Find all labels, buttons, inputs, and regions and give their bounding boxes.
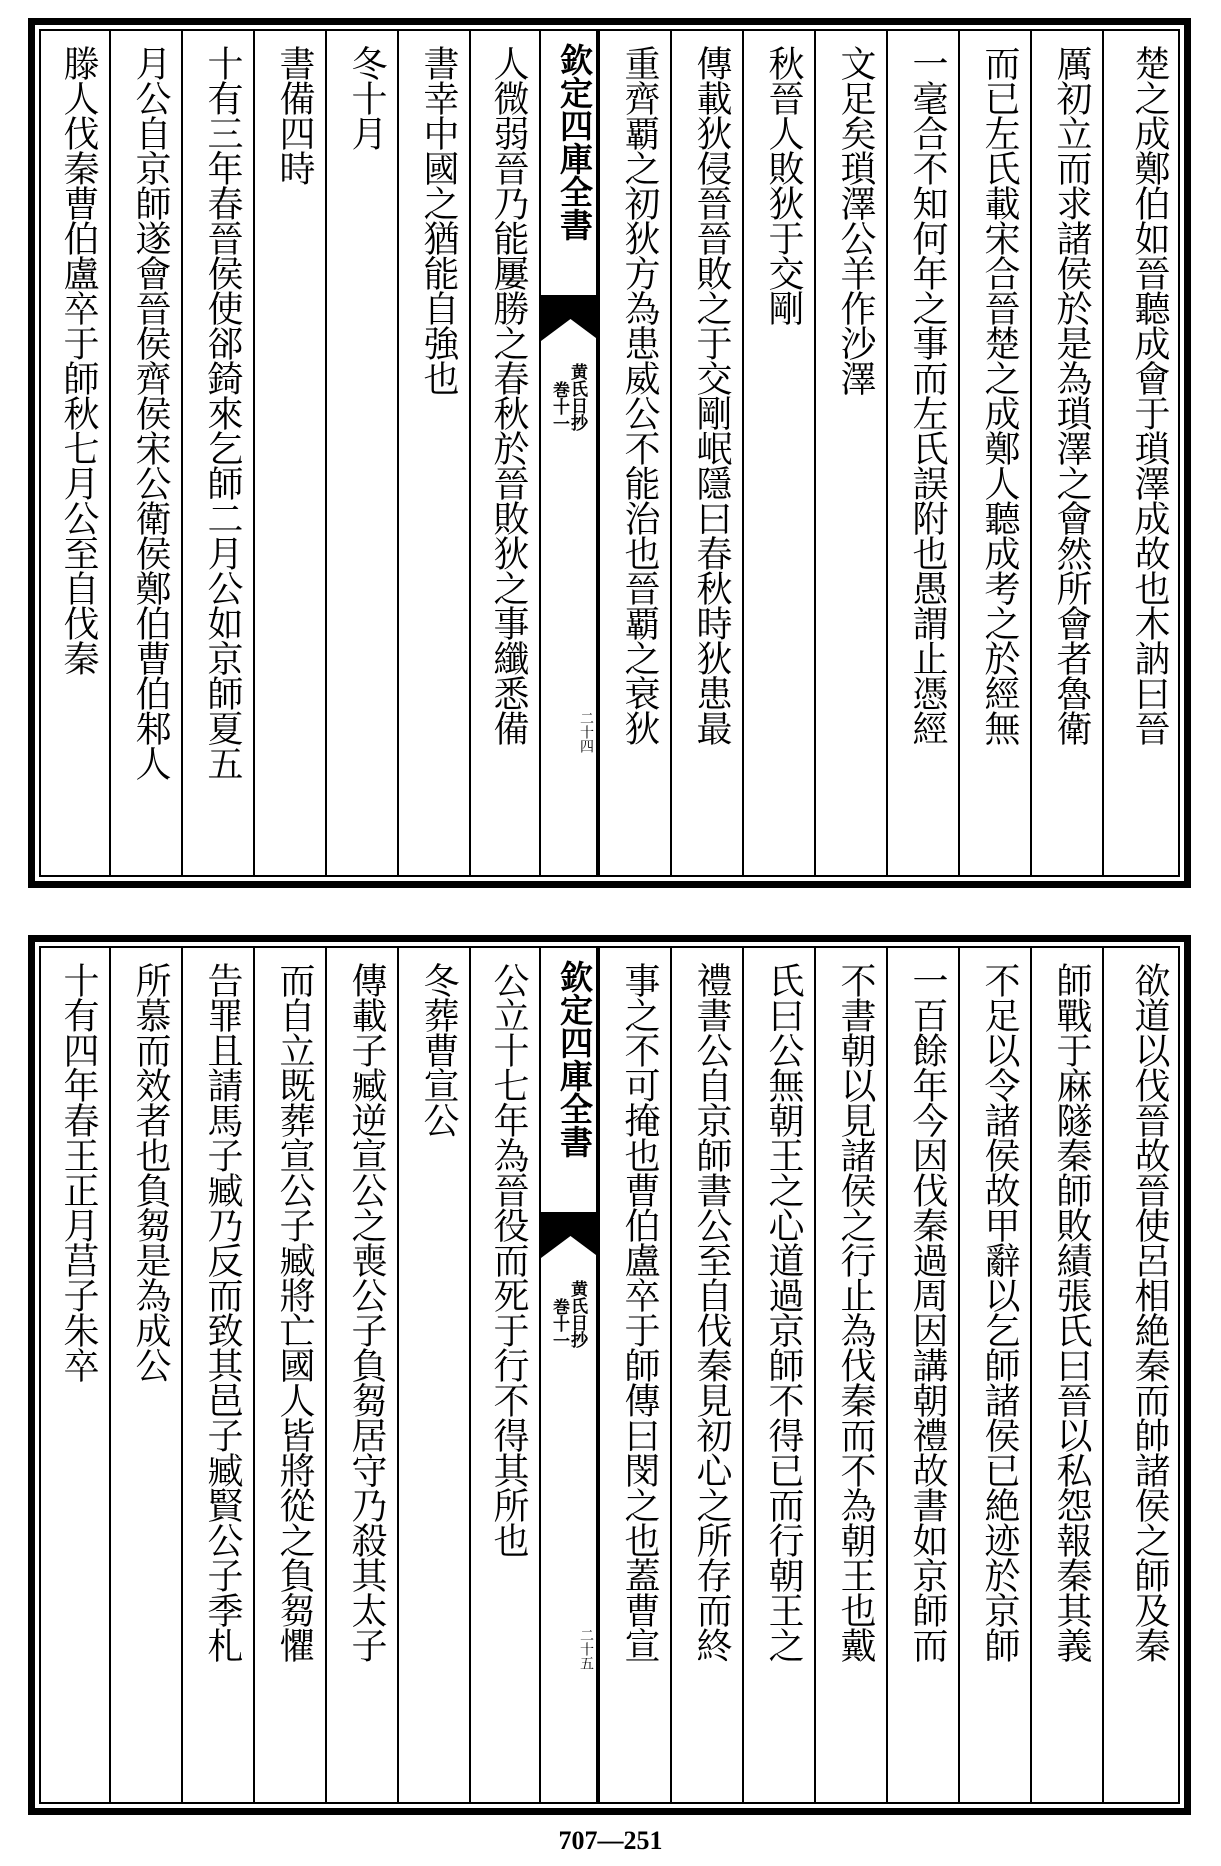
text-column: [109, 31, 181, 875]
text-column: [181, 31, 253, 875]
column-text: 事之不可掩也曹伯盧卒于師傳曰閔之也蓋曹宣: [619, 962, 660, 1662]
book-title: 黄氏日抄: [567, 1280, 587, 1348]
column-text: 人微弱晉乃能屢勝之春秋於晉敗狄之事纖悉備: [488, 45, 529, 745]
text-column: [397, 948, 469, 1802]
text-column: [325, 948, 397, 1802]
folio-number: 二十四: [578, 711, 594, 753]
text-column: [469, 31, 539, 875]
column-text: 一百餘年今因伐秦過周因講朝禮故書如京師而: [907, 962, 948, 1662]
column-text: 滕人伐秦曹伯盧卒于師秋七月公至自伐秦: [58, 45, 99, 675]
column-text: 書備四時: [274, 45, 315, 185]
text-column: [41, 948, 109, 1802]
center-fold-column: [539, 31, 598, 875]
text-column: [886, 31, 958, 875]
column-text: 一毫合不知何年之事而左氏誤附也愚謂止憑經: [907, 45, 948, 745]
text-column: [670, 31, 742, 875]
column-text: 秋晉人敗狄于交剛: [763, 45, 804, 325]
text-column: [598, 31, 670, 875]
column-text: 月公自京師遂會晉侯齊侯宋公衛侯鄭伯曹伯邾人: [130, 45, 171, 780]
library-title: 欽定四庫全書: [555, 43, 594, 241]
column-text: 禮書公自京師書公至自伐秦見初心之所存而終: [691, 962, 732, 1662]
text-column: [109, 948, 181, 1802]
column-text: 冬十月: [346, 45, 387, 150]
book-title: 黄氏日抄: [567, 363, 587, 431]
column-text: 厲初立而求諸侯於是為瑣澤之會然所會者魯衛: [1051, 45, 1092, 745]
text-column: [742, 31, 814, 875]
text-column: [469, 948, 539, 1802]
folio-number: 二十五: [578, 1628, 594, 1670]
column-text: 不書朝以見諸侯之行止為伐秦而不為朝王也戴: [835, 962, 876, 1662]
book-meta: [541, 363, 596, 483]
page-number: 707—251: [558, 1826, 663, 1855]
text-column: [814, 948, 886, 1802]
text-column: [886, 948, 958, 1802]
text-column: [958, 31, 1030, 875]
column-text: 十有三年春晉侯使郤錡來乞師二月公如京師夏五: [202, 45, 243, 780]
text-column: [325, 31, 397, 875]
text-column: [814, 31, 886, 875]
volume-label: 巻十一: [549, 1298, 569, 1349]
column-text: 而自立既葬宣公子臧將亡國人皆將從之負芻懼: [274, 962, 315, 1662]
column-text: 師戰于麻隧秦師敗績張氏曰晉以私怨報秦其義: [1051, 962, 1092, 1662]
lower-page: [28, 935, 1191, 1815]
text-column: [253, 31, 325, 875]
column-text: 傳載狄侵晉晉敗之于交剛岷隱曰春秋時狄患最: [691, 45, 732, 745]
column-text: 所慕而效者也負芻是為成公: [130, 962, 171, 1382]
volume-label: 巻十一: [549, 381, 569, 432]
upper-page: [28, 18, 1191, 888]
text-column: [41, 31, 109, 875]
text-column: [598, 948, 670, 1802]
fishtail-mark-icon: [541, 295, 600, 341]
text-column: [1030, 948, 1102, 1802]
text-column: [181, 948, 253, 1802]
text-column: [1030, 31, 1102, 875]
column-text: 欲道以伐晉故晉使呂相絶秦而帥諸侯之師及秦: [1129, 962, 1170, 1662]
fishtail-mark-icon: [541, 1212, 600, 1258]
column-text: 重齊覇之初狄方為患威公不能治也晉覇之衰狄: [619, 45, 660, 745]
column-text: 文足矣瑣澤公羊作沙澤: [835, 45, 876, 395]
text-column: [1102, 31, 1180, 875]
text-column: [1102, 948, 1180, 1802]
center-fold-column: [539, 948, 598, 1802]
column-text: 冬葬曹宣公: [418, 962, 459, 1137]
text-column: [958, 948, 1030, 1802]
column-text: 傳載子臧逆宣公之喪公子負芻居守乃殺其太子: [346, 962, 387, 1662]
column-text: 告罪且請馬子臧乃反而致其邑子臧賢公子季札: [202, 962, 243, 1662]
upper-page-inner-frame: [39, 29, 1180, 877]
text-column: [253, 948, 325, 1802]
book-meta: [541, 1280, 596, 1400]
text-column: [742, 948, 814, 1802]
column-text: 不足以令諸侯故甲辭以乞師諸侯已絶迹於京師: [979, 962, 1020, 1662]
column-text: 氏曰公無朝王之心道過京師不得已而行朝王之: [763, 962, 804, 1662]
text-column: [397, 31, 469, 875]
column-text: 公立十七年為晉役而死于行不得其所也: [488, 962, 529, 1557]
column-text: 而已左氏載宋合晉楚之成鄭人聽成考之於經無: [979, 45, 1020, 745]
library-title: 欽定四庫全書: [555, 960, 594, 1158]
lower-page-inner-frame: [39, 946, 1180, 1804]
column-text: 十有四年春王正月莒子朱卒: [58, 962, 99, 1382]
text-column: [670, 948, 742, 1802]
column-text: 書幸中國之猶能自強也: [418, 45, 459, 395]
column-text: 楚之成鄭伯如晉聽成會于瑣澤成故也木訥曰晉: [1129, 45, 1170, 745]
